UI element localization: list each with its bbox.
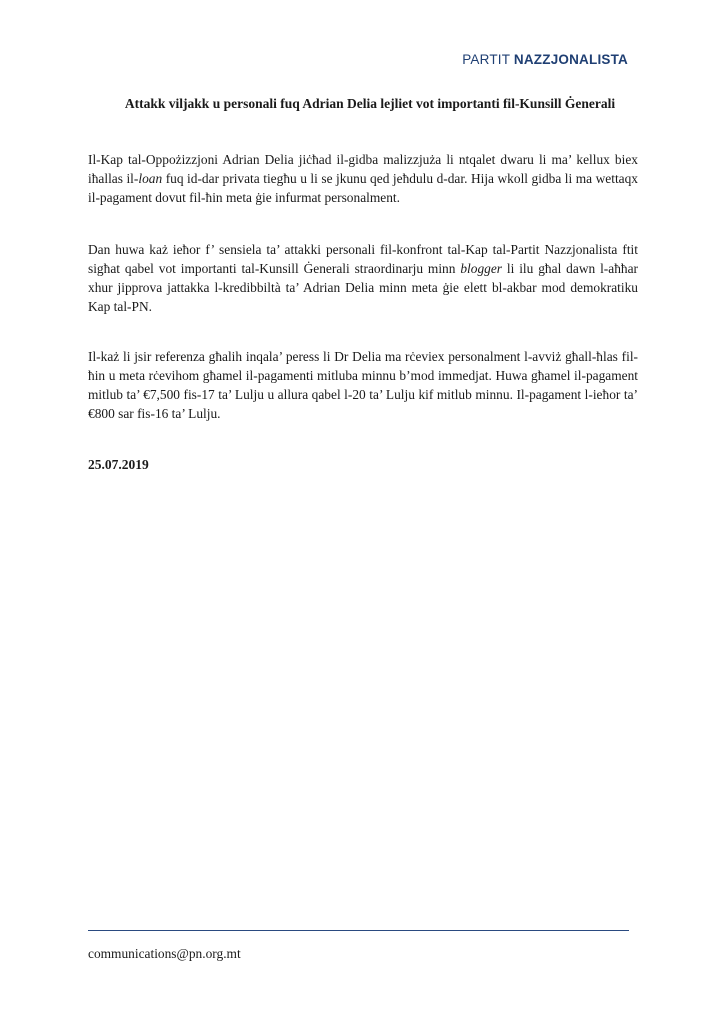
party-logo (462, 52, 628, 67)
logo-text-light: PARTIT (462, 52, 514, 67)
footer-divider (88, 930, 629, 931)
document-date: 25.07.2019 (88, 457, 149, 472)
paragraph-1-text-b: fuq id-dar privata tiegħu u li se jkunu qed jeħdulu d-dar. Hija wkoll gidba li ma wettaqx il-pagament dovut fil-ħin meta ġie infurmat personalment. (88, 171, 639, 205)
paragraph-1 (88, 150, 638, 207)
paragraph-2 (88, 240, 638, 316)
paragraph-3 (88, 347, 638, 423)
footer-email[interactable]: communications@pn.org.mt (88, 946, 241, 961)
document-title: Attakk viljakk u personali fuq Adrian Delia lejliet vot importanti fil-Kunsill Ġenerali (124, 96, 616, 111)
logo-text-bold: NAZZJONALISTA (513, 52, 628, 67)
paragraph-1-text-a: Il-Kap tal-Oppożizzjoni Adrian Delia jiċħad il-gidba malizzjuża li ntqalet dwaru li ma’ kellux biex iħallas il- (88, 152, 638, 186)
paragraph-2-emphasis: blogger (460, 261, 502, 276)
paragraph-3-text: Il-każ li jsir referenza għalih inqala’ peress li Dr Delia ma rċeviex personalment l-avviż għall-ħlas fil-ħin u meta rċevihom għamel il-pagamenti mitluba minnu b’mod immedjat. Huwa għamel il-pagament mitlub ta’ €7,500 fis-17 ta’ Lulju u allura qabel l-20 ta’ Lulju kif mitlub minnu. Il-pagament l-ieħor ta’ €800 sar fis-16 ta’ Lulju. (88, 349, 638, 421)
paragraph-2-text-a: Dan huwa każ ieħor f’ sensiela ta’ attakki personali fil-konfront tal-Kap tal-Partit Nazzjonalista ftit sigħat qabel vot importanti tal-Kunsill Ġenerali straordinarju minn (88, 242, 638, 276)
paragraph-2-text-b: li ilu għal dawn l-aħħar xhur jipprova jattakka l-kredibbiltà ta’ Adrian Delia minn meta ġie elett bl-akbar mod demokratiku Kap tal-PN. (88, 261, 638, 314)
paragraph-1-emphasis: loan (138, 171, 163, 186)
